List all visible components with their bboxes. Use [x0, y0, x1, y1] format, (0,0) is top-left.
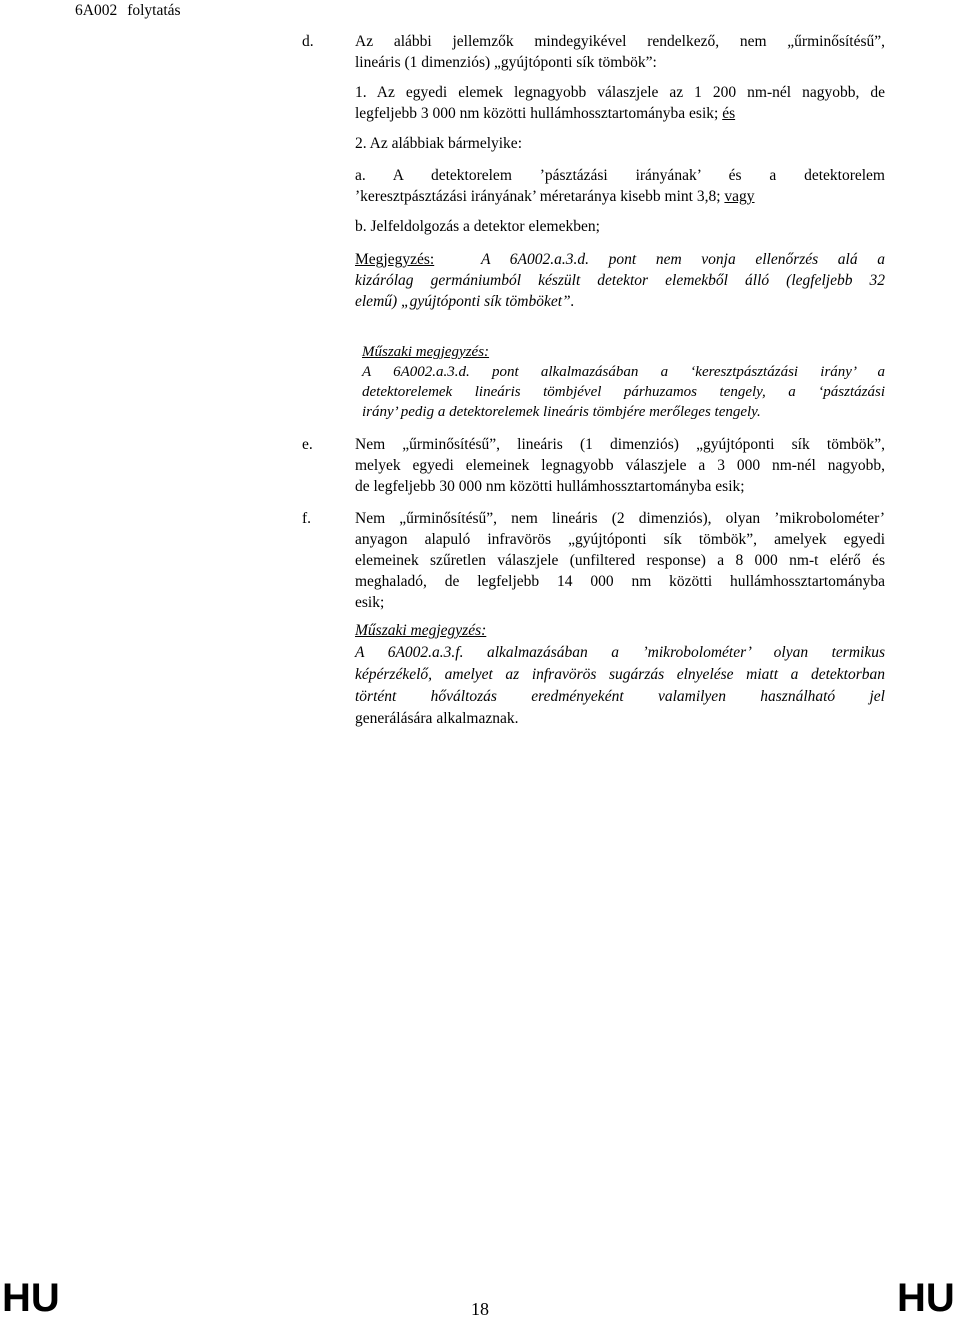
item-f-tech-note: Műszaki megjegyzés: A 6A002.a.3.f. alkalmazásában a ’mikrobolométer’ olyan termikus képérzékelő, amelyet az infravörös sugárzás elnyelése miatt a detektorban történt hőváltozás eredményeként valamilyen használható jel generálására alkalmaznak. — [355, 622, 885, 727]
item-d-label: d. — [302, 33, 314, 50]
item-d-sub-b: b. Jelfeldolgozás a detektor elemekben; — [355, 218, 600, 235]
item-f-text: Nem „űrminősítésű”, nem lineáris (2 dimenziós), olyan ’mikrobolométer’ anyagon alapuló infravörös „gyújtóponti sík tömbök”, amelyek egyedi elemeinek szűretlen válaszjele (unfiltered response) a 8 000 nm-t elérő és meghaladó, de legfeljebb 14 000 nm közötti hullámhossztartományba esik; — [355, 510, 885, 611]
item-d-text: Az alábbi jellemzők mindegyikével rendelkező, nem „űrminősítésű”, lineáris (1 dimenziós) „gyújtóponti sík tömbök”: — [355, 33, 885, 71]
page-number: 18 — [471, 1299, 489, 1319]
page-header — [75, 0, 181, 22]
item-d-sub-a: a. A detektorelem ’pásztázási irányának’ és a detektorelem ’keresztpásztázási irányának’ méretaránya kisebb mint 3,8; vagy — [355, 167, 885, 205]
item-d-tech-note: Műszaki megjegyzés: A 6A002.a.3.d. pont alkalmazásában a ‘keresztpásztázási irány’ a detektorelemek lineáris tömbjével párhuzamos tengely, a ‘pásztázási irány’ pedig a detektorelemek lineáris tömbjére merőleges tengely. — [362, 344, 885, 420]
footer-hu-left: HU — [2, 1276, 60, 1320]
item-f-label: f. — [302, 510, 312, 527]
item-e-label: e. — [302, 436, 313, 453]
footer-hu-right: HU — [897, 1276, 955, 1320]
tech-note-label: Műszaki megjegyzés: — [355, 622, 487, 639]
item-e-text: Nem „űrminősítésű”, lineáris (1 dimenziós) „gyújtóponti sík tömbök”, melyek egyedi elemeinek legnagyobb válaszjele a 3 000 nm-nél nagyobb, de legfeljebb 30 000 nm közötti hullámhossztartományba esik; — [355, 436, 885, 495]
item-d-sub2: 2. Az alábbiak bármelyike: — [355, 135, 522, 152]
item-d-note: Megjegyzés: A 6A002.a.3.d. pont nem vonja ellenőrzés alá a kizárólag germániumból készült detektor elemekből álló (legfeljebb 32 elemű) „gyújtóponti sík tömböket”. — [355, 251, 885, 310]
tech-note-label: Műszaki megjegyzés: — [362, 344, 490, 360]
item-d-sub1: 1. Az egyedi elemek legnagyobb válaszjele az 1 200 nm-nél nagyobb, de legfeljebb 3 000 nm közötti hullámhossztartományba esik; és — [355, 84, 885, 122]
header-code: 6A002 — [75, 2, 118, 19]
header-title: folytatás — [127, 2, 181, 19]
note-label: Megjegyzés: — [355, 251, 435, 268]
